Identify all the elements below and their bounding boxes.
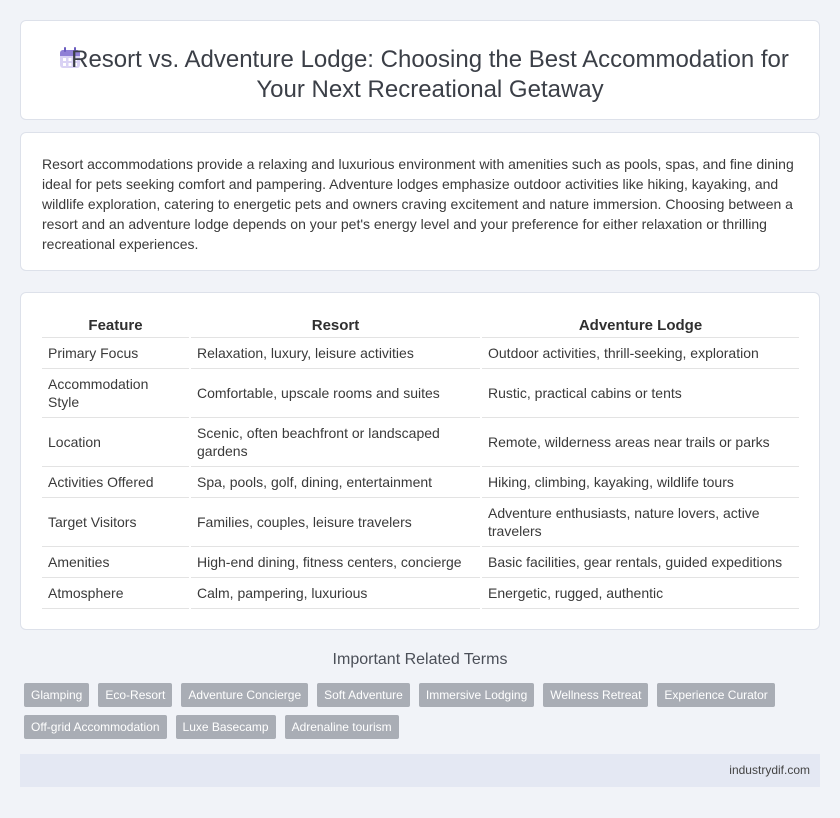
lodge-cell: Rustic, practical cabins or tents [481,368,799,417]
feature-cell: Target Visitors [42,497,190,546]
resort-cell: Scenic, often beachfront or landscaped gardens [190,417,481,466]
page-title: Resort vs. Adventure Lodge: Choosing the Best Accommodation for Your Next Recreational Getaway [71,46,789,103]
resort-cell: Relaxation, luxury, leisure activities [190,337,481,368]
table-row [42,466,799,497]
resort-cell: Comfortable, upscale rooms and suites [190,368,481,417]
lodge-cell: Adventure enthusiasts, nature lovers, active travelers [481,497,799,546]
title-card [20,20,820,120]
header-adventure-lodge: Adventure Lodge [481,314,799,337]
feature-cell: Location [42,417,190,466]
resort-cell: Calm, pampering, luxurious [190,577,481,608]
related-term-tag[interactable]: Glamping [24,683,89,707]
feature-cell: Primary Focus [42,337,190,368]
lodge-cell: Hiking, climbing, kayaking, wildlife tours [481,466,799,497]
lodge-cell: Energetic, rugged, authentic [481,577,799,608]
related-term-tag[interactable]: Adventure Concierge [181,683,308,707]
header-resort: Resort [190,314,481,337]
related-term-tag[interactable]: Immersive Lodging [419,683,534,707]
related-terms-list [20,683,810,747]
table-row [42,546,799,577]
comparison-card [20,292,820,630]
lodge-cell: Basic facilities, gear rentals, guided expeditions [481,546,799,577]
related-terms-title: Important Related Terms [332,651,508,668]
header-feature: Feature [42,314,190,337]
table-header-row [42,314,799,337]
table-row [42,577,799,608]
resort-cell: Spa, pools, golf, dining, entertainment [190,466,481,497]
intro-paragraph: Resort accommodations provide a relaxing and luxurious environment with amenities such as pools, spas, and fine dining ideal for pets seeking comfort and pampering. Adventure lodges emphasize outdoor activities like hiking, kayaking, and wildlife exploration, catering to energetic pets and owners craving excitement and nature immersion. Choosing between a resort and an adventure lodge depends on your pet's energy level and your preference for either relaxation or thrilling recreational experiences. [42,156,794,252]
resort-cell: Families, couples, leisure travelers [190,497,481,546]
related-term-tag[interactable]: Wellness Retreat [543,683,648,707]
feature-cell: Amenities [42,546,190,577]
lodge-cell: Remote, wilderness areas near trails or parks [481,417,799,466]
intro-card [20,132,820,271]
table-row [42,417,799,466]
related-term-tag[interactable]: Soft Adventure [317,683,410,707]
table-row [42,368,799,417]
comparison-table [42,314,799,609]
footer-site-link[interactable]: industrydif.com [729,763,810,777]
related-term-tag[interactable]: Eco-Resort [98,683,172,707]
feature-cell: Atmosphere [42,577,190,608]
related-term-tag[interactable]: Experience Curator [657,683,774,707]
lodge-cell: Outdoor activities, thrill-seeking, exploration [481,337,799,368]
footer [20,754,820,787]
resort-cell: High-end dining, fitness centers, concierge [190,546,481,577]
feature-cell: Accommodation Style [42,368,190,417]
feature-cell: Activities Offered [42,466,190,497]
related-term-tag[interactable]: Luxe Basecamp [176,715,276,739]
table-row [42,337,799,368]
related-term-tag[interactable]: Adrenaline tourism [285,715,399,739]
related-term-tag[interactable]: Off-grid Accommodation [24,715,167,739]
table-row [42,497,799,546]
